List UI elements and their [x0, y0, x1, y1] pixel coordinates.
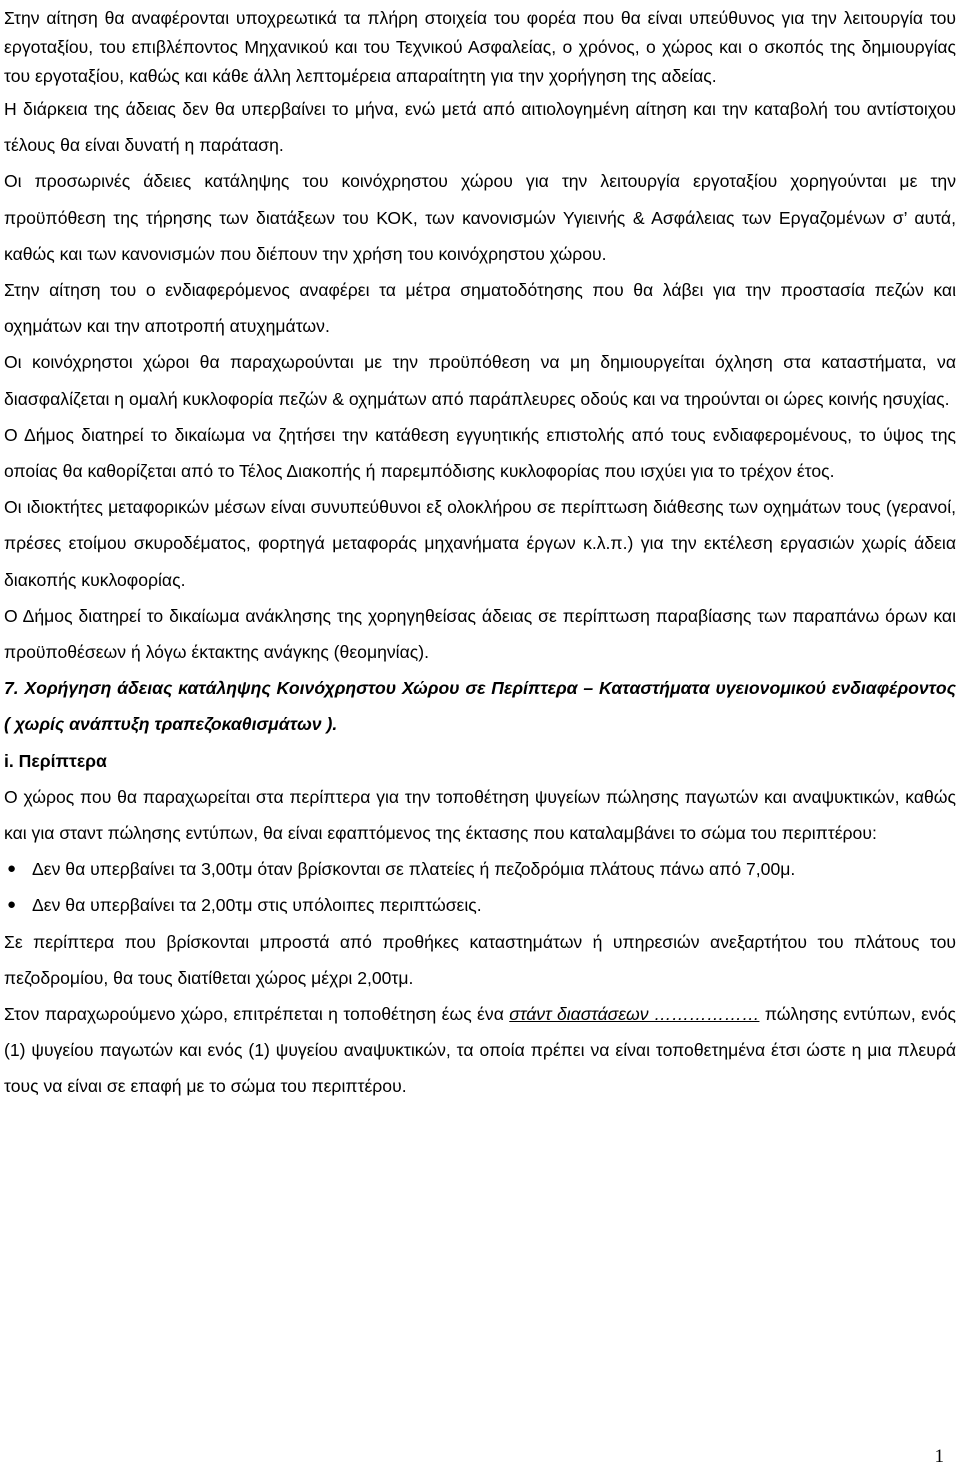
document-page: [4, 4, 956, 1105]
paragraph-vehicle-owners: Οι ιδιοκτήτες μεταφορικών μέσων είναι συνυπεύθυνοι εξ ολοκλήρου σε περίπτωση διάθεσης των οχημάτων τους (γερανοί, πρέσες ετοίμου σκυροδέματος, φορτηγά μεταφοράς μηχανήματα έργων κ.λ.π.) για την εκτέλεση εργασιών χωρίς άδεια διακοπής κυκλοφορίας.: [4, 497, 956, 590]
text-run: Στον παραχωρούμενο χώρο, επιτρέπεται η τοποθέτηση έως ένα: [4, 1004, 510, 1025]
section-7-heading: 7. Χορήγηση άδειας κατάληψης Κοινόχρηστου Χώρου σε Περίπτερα – Καταστήματα υγειονομικού ενδιαφέροντος ( χωρίς ανάπτυξη τραπεζοκαθισμάτων ).: [4, 678, 956, 735]
paragraph-permit-duration: Η διάρκεια της άδειας δεν θα υπερβαίνει το μήνα, ενώ μετά από αιτιολογημένη αίτηση και την καταβολή του αντίστοιχου τέλους θα είναι δυνατή η παράταση.: [4, 99, 956, 156]
stand-dimensions-placeholder: στάντ διαστάσεων ………………: [509, 1004, 760, 1025]
paragraph-guarantee-letter: Ο Δήμος διατηρεί το δικαίωμα να ζητήσει την κατάθεση εγγυητικής επιστολής από τους ενδιαφερομένους, το ύψος της οποίας θα καθορίζεται από το Τέλος Διακοπής ή παρεμπόδισης κυκλοφορίας που ισχύει για το τρέχον έτος.: [4, 424, 956, 482]
paragraph-temporary-permits: Οι προσωρινές άδειες κατάληψης του κοινόχρηστου χώρου για την λειτουργία εργοταξίου χορηγούνται με την προϋπόθεση της τήρησης των διατάξεων του ΚΟΚ, των κανονισμών Υγιεινής & Ασφάλειας των Εργαζομένων σ’ αυτά, καθώς και των κανονισμών που διέπουν την χρήση του κοινόχρηστου χώρου.: [4, 171, 956, 264]
list-item-text: Δεν θα υπερβαίνει τα 3,00τμ όταν βρίσκονται σε πλατείες ή πεζοδρόμια πλάτους πάνω από 7,00μ.: [32, 859, 796, 880]
bullet-icon: ●: [7, 860, 17, 878]
kiosk-limits-list: [4, 851, 956, 923]
page-number: 1: [934, 1446, 944, 1467]
bullet-icon: ●: [7, 896, 17, 914]
subsection-kiosks-heading: i. Περίπτερα: [4, 750, 107, 771]
paragraph-kiosk-space: Ο χώρος που θα παραχωρείται στα περίπτερα για την τοποθέτηση ψυγείων πώλησης παγωτών και αναψυκτικών, καθώς και για σταντ πώλησης εντύπων, θα είναι εφαπτόμενος της έκτασης που καταλαμβάνει το σώμα του περιπτέρου:: [4, 786, 956, 844]
text-run: πώλησης εντύπων, ενός (1) ψυγείου παγωτών και ενός (1) ψυγείου αναψυκτικών, τα οποία πρέπει να είναι τοποθετημένα έτσι ώστε η μια πλευρά τους να είναι σε επαφή με το σώμα του περιπτέρου.: [4, 1004, 956, 1097]
paragraph-common-spaces: Οι κοινόχρηστοι χώροι θα παραχωρούνται με την προϋπόθεση να μη δημιουργείται όχληση στα καταστήματα, να διασφαλίζεται η ομαλή κυκλοφορία πεζών & οχημάτων από παράπλευρες οδούς και να τηρούνται οι ώρες κοινής ησυχίας.: [4, 352, 956, 409]
paragraph-allowed-equipment: [4, 996, 956, 1105]
paragraph-permit-revocation: Ο Δήμος διατηρεί το δικαίωμα ανάκλησης της χορηγηθείσας άδειας σε περίπτωση παραβίασης των παραπάνω όρων και προϋποθέσεων ή λόγω έκτακτης ανάγκης (θεομηνίας).: [4, 605, 956, 663]
list-item: [4, 887, 956, 923]
paragraph-kiosk-front-of-shops: Σε περίπτερα που βρίσκονται μπροστά από προθήκες καταστημάτων ή υπηρεσιών ανεξαρτήτου του πλάτους του πεζοδρομίου, θα τους διατίθεται χώρος μέχρι 2,00τμ.: [4, 931, 956, 988]
list-item-text: Δεν θα υπερβαίνει τα 2,00τμ στις υπόλοιπες περιπτώσεις.: [32, 895, 482, 916]
paragraph-application-contents: Στην αίτηση θα αναφέρονται υποχρεωτικά τα πλήρη στοιχεία του φορέα που θα είναι υπεύθυνος για την λειτουργία του εργοταξίου, του επιβλέποντος Μηχανικού και του Τεχνικού Ασφαλείας, ο χρόνος, ο χώρος και ο σκοπός της δημιουργίας του εργοταξίου, καθώς και κάθε άλλη λεπτομέρεια απαραίτητη για την χορήγηση της αδείας.: [4, 8, 956, 86]
list-item: [4, 851, 956, 887]
paragraph-signage-measures: Στην αίτηση του ο ενδιαφερόμενος αναφέρει τα μέτρα σηματοδότησης που θα λάβει για την προστασία πεζών και οχημάτων και την αποτροπή ατυχημάτων.: [4, 280, 956, 337]
